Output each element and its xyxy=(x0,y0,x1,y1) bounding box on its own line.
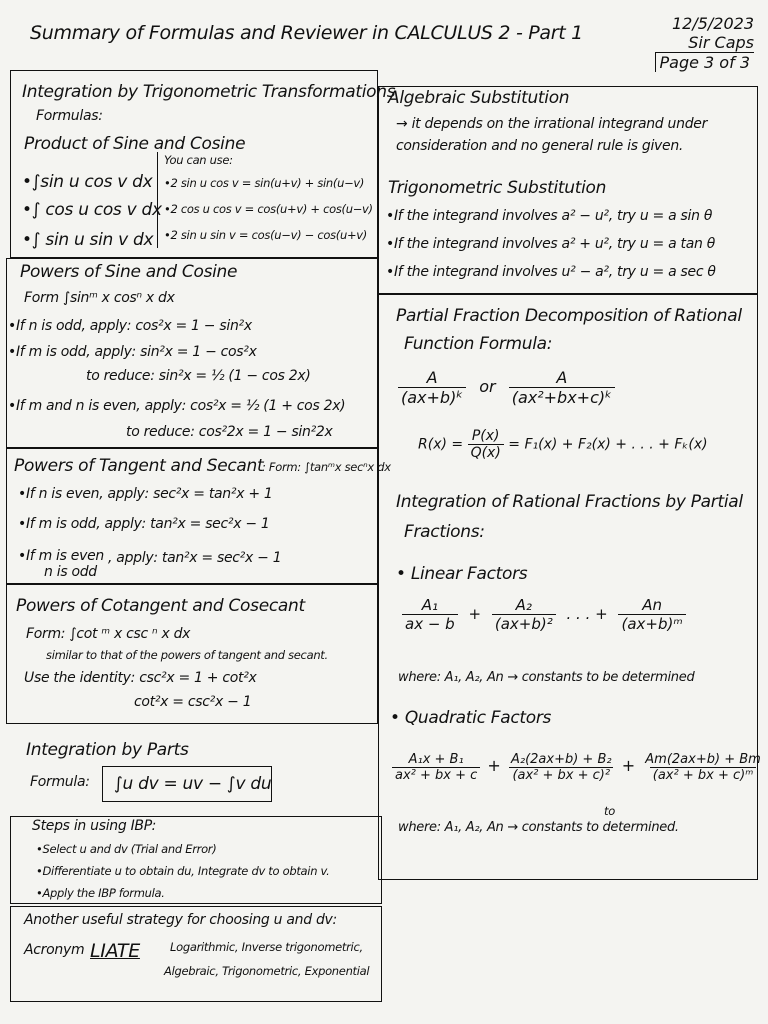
ibp-heading: Integration by Parts xyxy=(26,740,189,760)
sine-cosine-line-5: to reduce: cos²2x = 1 − sin²2x xyxy=(126,424,333,440)
partial-heading-1: Partial Fraction Decomposition of Rational xyxy=(396,306,742,326)
partial-formula-row xyxy=(398,368,615,407)
integral-3: •∫ sin u sin v dx xyxy=(22,230,154,250)
trig-transform-heading: Integration by Trigonometric Transformations xyxy=(22,82,396,102)
header-info xyxy=(655,14,755,72)
r-formula-row xyxy=(418,428,708,461)
rational-heading-2: Fractions: xyxy=(404,522,485,542)
rational-heading-1: Integration of Rational Fractions by Partial xyxy=(396,492,743,512)
partial-or: or xyxy=(479,377,496,396)
integral-1: •∫sin u cos v dx xyxy=(22,172,153,192)
linear-fraction-3: $\frac{An}{\text{(ax+b)ᵐ}}$ xyxy=(618,596,685,633)
cot-csc-form: Form: ∫cot ᵐ x csc ⁿ x dx xyxy=(26,626,191,642)
trig-sub-line-3: •If the integrand involves u² − a², try u = a sec θ xyxy=(386,264,716,280)
partial-heading-2: Function Formula: xyxy=(404,334,553,354)
tan-sec-line-2: •If m is odd, apply: tan²x = sec²x − 1 xyxy=(18,516,270,532)
trig-sub-line-2: •If the integrand involves a² + u², try u = a tan θ xyxy=(386,236,716,252)
linear-fraction-2: $\frac{\text{A₂}}{\text{(ax+b)²}}$ xyxy=(492,596,556,633)
tan-sec-heading: Powers of Tangent and Secant xyxy=(14,456,264,476)
r-fraction: $\frac{P(x)}{Q(x)}$ xyxy=(468,428,504,461)
cot-csc-identity-2: cot²x = csc²x − 1 xyxy=(134,694,252,710)
page-title: Summary of Formulas and Reviewer in CALCULUS 2 - Part 1 xyxy=(30,22,583,44)
quadratic-fraction-1: $\frac{\text{A₁x + B₁}}{\text{ax² + bx + c}}$ xyxy=(392,752,480,783)
partial-fraction-1: $\frac{A}{\text{(ax+b)ᵏ}}$ xyxy=(398,368,466,407)
quadratic-factors-label: • Quadratic Factors xyxy=(390,708,552,728)
identity-2: •2 cos u cos v = cos(u+v) + cos(u−v) xyxy=(164,202,373,216)
you-can-use: You can use: xyxy=(164,153,233,167)
tan-sec-form: : Form: ∫tanᵐx secⁿx dx xyxy=(262,460,391,474)
r-rhs: = F₁(x) + F₂(x) + . . . + Fₖ(x) xyxy=(508,436,708,453)
linear-where: where: A₁, A₂, An → constants to be determined xyxy=(398,670,695,685)
sine-cosine-line-3: to reduce: sin²x = ½ (1 − cos 2x) xyxy=(86,368,311,384)
trig-sub-line-1: •If the integrand involves a² − u², try u = a sin θ xyxy=(386,208,713,224)
steps-line-2: •Differentiate u to obtain du, Integrate dv to obtain v. xyxy=(36,864,330,878)
algebraic-heading: Algebraic Substitution xyxy=(388,88,570,108)
liate-acronym-label: Acronym xyxy=(24,942,85,958)
sine-cosine-line-1: •If n is odd, apply: cos²x = 1 − sin²x xyxy=(8,318,252,334)
ibp-formula: ∫u dv = uv − ∫v du xyxy=(114,774,272,794)
quadratic-fraction-2: $\frac{\text{A₂(2ax+b) + B₂}}{\text{(ax² + bx + c)²}}$ xyxy=(510,752,612,783)
cot-csc-identity-1: Use the identity: csc²x = 1 + cot²x xyxy=(24,670,257,686)
linear-formula-row: $\frac{\text{A₁}}{ax - b}$ + $\frac{\text{A₂}}{\text{(ax+b)²}}$ . . . + $\frac{An}{\text{(ax+b)ᵐ}}$ xyxy=(402,596,686,633)
sine-cosine-heading: Powers of Sine and Cosine xyxy=(20,262,238,282)
cot-csc-similar: similar to that of the powers of tangent and secant. xyxy=(46,648,328,662)
header-page: Page 3 of 3 xyxy=(655,52,755,72)
identity-1: •2 sin u cos v = sin(u+v) + sin(u−v) xyxy=(164,176,365,190)
tan-sec-line-3b: n is odd xyxy=(44,564,97,580)
liate-meaning-2: Algebraic, Trigonometric, Exponential xyxy=(164,964,370,978)
linear-fraction-1: $\frac{\text{A₁}}{ax - b}$ xyxy=(402,596,458,633)
formulas-label: Formulas: xyxy=(36,108,103,124)
liate-heading: Another useful strategy for choosing u and dv: xyxy=(24,912,337,928)
tan-sec-line-3c: , apply: tan²x = sec²x − 1 xyxy=(108,550,282,566)
sine-cosine-form: Form ∫sinᵐ x cosⁿ x dx xyxy=(24,290,175,306)
steps-line-1: •Select u and dv (Trial and Error) xyxy=(36,842,217,856)
linear-factors-label: • Linear Factors xyxy=(396,564,528,584)
linear-dots: . . . + xyxy=(566,605,608,623)
quadratic-to: to xyxy=(604,804,615,818)
header-author: Sir Caps xyxy=(688,33,754,52)
identity-divider xyxy=(157,152,158,248)
cot-csc-heading: Powers of Cotangent and Cosecant xyxy=(16,596,305,616)
liate-acronym: LIATE xyxy=(90,940,140,962)
algebraic-line-2: consideration and no general rule is given. xyxy=(396,138,684,154)
liate-meaning-1: Logarithmic, Inverse trigonometric, xyxy=(170,940,363,954)
tan-sec-line-3a: •If m is even xyxy=(18,548,104,564)
integral-2: •∫ cos u cos v dx xyxy=(22,200,162,220)
r-lhs: R(x) = xyxy=(418,436,464,453)
tan-sec-line-1: •If n is even, apply: sec²x = tan²x + 1 xyxy=(18,486,273,502)
sine-cosine-line-2: •If m is odd, apply: sin²x = 1 − cos²x xyxy=(8,344,257,360)
identity-3: •2 sin u sin v = cos(u−v) − cos(u+v) xyxy=(164,228,367,242)
quadratic-formula-row: $\frac{\text{A₁x + B₁}}{\text{ax² + bx + c}}$ + $\frac{\text{A₂(2ax+b) + B₂}}{\text{(ax² + bx + c)²}}$ + $\frac{Am(2ax+b) + Bm}{\text{(ax² + bx + c)ᵐ}}$ xyxy=(392,752,764,783)
steps-heading: Steps in using IBP: xyxy=(32,818,157,834)
steps-line-3: •Apply the IBP formula. xyxy=(36,886,165,900)
sine-cosine-line-4: •If m and n is even, apply: cos²x = ½ (1 + cos 2x) xyxy=(8,398,346,414)
partial-fraction-2: $\frac{A}{\text{(ax²+bx+c)ᵏ}}$ xyxy=(509,368,615,407)
product-heading: Product of Sine and Cosine xyxy=(24,134,246,154)
algebraic-line-1: → it depends on the irrational integrand under xyxy=(396,116,708,132)
ibp-formula-label: Formula: xyxy=(30,774,90,790)
quadratic-fraction-3: $\frac{Am(2ax+b) + Bm}{\text{(ax² + bx + c)ᵐ}}$ xyxy=(645,752,761,783)
trig-sub-heading: Trigonometric Substitution xyxy=(388,178,607,198)
header-date: 12/5/2023 xyxy=(671,14,754,33)
quadratic-where: where: A₁, A₂, An → constants to determined. xyxy=(398,820,679,835)
